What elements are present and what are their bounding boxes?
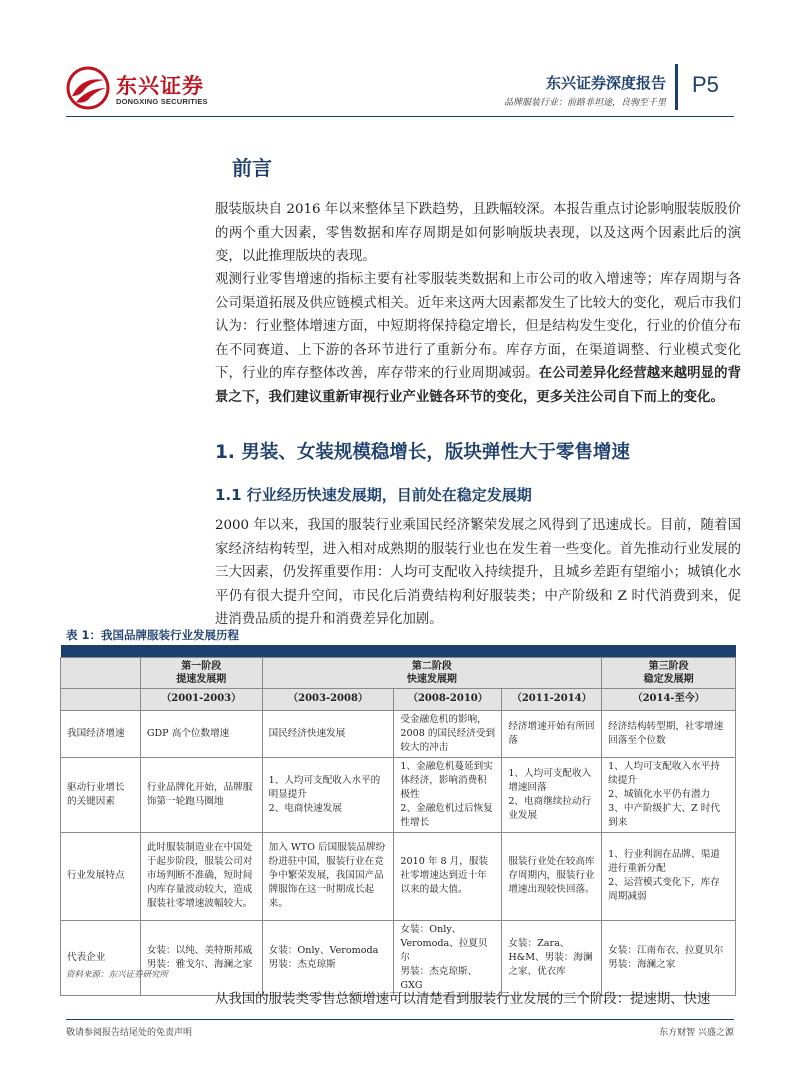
table-cell: 加入 WTO 后国服装品牌纷纷进驻中国，服装行业在竞争中繁荣发展，我国国产品牌服饰在这一时期成长起来。 [262, 832, 394, 920]
table-cell: 国民经济快速发展 [262, 710, 394, 757]
table-source: 资料来源：东兴证券研究所 [66, 970, 169, 980]
row-label: 我国经济增速 [61, 710, 141, 757]
table-cell: 女装：Only、Veromoda、拉夏贝尔 男装：杰克琼斯、GXG [394, 920, 502, 995]
preface-heading: 前言 [232, 156, 272, 180]
table-row [61, 757, 736, 832]
table-cell: 行业品牌化开始，品牌服饰第一轮跑马圈地 [140, 757, 262, 832]
table-cell: 1、人均可支配收入增速回落 2、电商继续拉动行业发展 [502, 757, 602, 832]
footer-rule [66, 1019, 734, 1020]
table-cell: 经济结构转型期，社零增速回落至个位数 [602, 710, 736, 757]
stage-2-header: 第二阶段 快速发展期 [262, 657, 602, 688]
table-band [61, 645, 736, 657]
row-label: 驱动行业增长的关键因素 [61, 757, 141, 832]
table-row [61, 710, 736, 757]
table-cell: 女装：Only、Veromoda 男装：杰克琼斯 [262, 920, 394, 995]
preface-paragraph-1: 服装版块自 2016 年以来整体呈下跌趋势，且跌幅较深。本报告重点讨论影响服装版股价的两个重大因素，零售数据和库存周期是如何影响版块表现，以及这两个因素此后的演变，以此推理版块的表现。 [215, 202, 741, 265]
section-1-1-heading: 1.1 行业经历快速发展期，目前处在稳定发展期 [215, 486, 532, 504]
years-cell: （2001-2003） [140, 688, 262, 710]
page-number: P5 [692, 72, 719, 97]
years-cell: （2011-2014） [502, 688, 602, 710]
table-cell: 1、人均可支配收入水平持续提升 2、城镇化水平仍有潜力 3、中产阶级扩大、Z 时代到来 [602, 757, 736, 832]
logo-english-text: DONGXING SECURITIES [116, 97, 208, 106]
table-cell: 1、人均可支配收入水平的明显提升 2、电商快速发展 [262, 757, 394, 832]
header-rule [66, 116, 734, 117]
logo-mark-icon [66, 66, 110, 110]
table-stage-row [61, 657, 736, 688]
section-1-1-paragraph: 2000 年以来，我国的服装行业乘国民经济繁荣发展之风得到了迅速成长。目前，随着国家经济结构转型，进入相对成熟期的服装行业也在发生着一些变化。首先推动行业发展的三大因素，仍发挥重要作用：人均可支配收入持续提升，且城乡差距有望缩小；城镇化水平仍有很大提升空间，市民化后消费结构利好服装类；中产阶级和 Z 时代消费到来，促进消费品质的提升和消费差异化加剧。 [215, 518, 741, 628]
table-cell: 女装：江南布衣、拉夏贝尔 男装：海澜之家 [602, 920, 736, 995]
table-cell: 此时服装制造业在中国处于起步阶段，服装公司对市场判断不准确，短时间内库存量波动较大，造成服装社零增速波幅较大。 [140, 832, 262, 920]
table-cell: 受金融危机的影响，2008 的国民经济受到较大的冲击 [394, 710, 502, 757]
row-label: 代表企业 [61, 920, 141, 995]
preface-paragraph-2-emphasis: 在公司差异化经营越来越明显的背景之下，我们建议重新审视行业产业链各环节的变化，更多关注公司自下而上的变化。 [215, 365, 742, 405]
footer-disclaimer: 敬请参阅报告结尾处的免责声明 [66, 1028, 193, 1038]
report-title: 东兴证券深度报告 [545, 74, 666, 92]
table-cell: 服装行业处在较高库存周期内，服装行业增速出现较快回落。 [502, 832, 602, 920]
footer-slogan: 东方财智 兴盛之源 [659, 1028, 734, 1038]
table-cell: 2010 年 8 月，服装社零增速达到近十年以来的最大值。 [394, 832, 502, 920]
after-table-paragraph: 从我国的服装类零售总额增速可以清楚看到服装行业发展的三个阶段：提速期、快速 [215, 992, 711, 1007]
table-cell: 经济增速开始有所回落 [502, 710, 602, 757]
preface-paragraph-2 [215, 268, 741, 410]
years-cell: （2014-至今） [602, 688, 736, 710]
table-corner-cell [61, 657, 141, 688]
industry-history-table [60, 645, 736, 996]
preface-paragraph-2-text: 观测行业零售增速的指标主要有社零服装类数据和上市公司的收入增速等；库存周期与各公司渠道拓展及供应链模式相关。近年来这两大因素都发生了比较大的变化，观后市我们认为：行业整体增速方面，中短期将保持稳定增长，但是结构发生变化，行业的价值分布在不同赛道、上下游的各环节进行了重新分布。库存方面，在渠道调整、行业模式变化下，行业的库存整体改善，库存带来的行业周期减弱。 [215, 272, 741, 382]
section-1-heading: 1. 男装、女装规模稳增长，版块弹性大于零售增速 [215, 442, 630, 463]
stage-1-header: 第一阶段 提速发展期 [140, 657, 262, 688]
table-cell: GDP 高个位数增速 [140, 710, 262, 757]
header-divider [675, 64, 678, 110]
table-row [61, 920, 736, 995]
report-subtitle: 品牌服装行业：前路非坦途，良驹至千里 [503, 98, 666, 108]
table-caption: 表 1：我国品牌服装行业发展历程 [66, 628, 240, 642]
table-cell: 女装：以纯、美特斯邦威 男装：雅戈尔、海澜之家 [140, 920, 262, 995]
years-cell: （2008-2010） [394, 688, 502, 710]
row-label: 行业发展特点 [61, 832, 141, 920]
table-row [61, 832, 736, 920]
stage-3-header: 第三阶段 稳定发展期 [602, 657, 736, 688]
table-cell: 1、行业利润在品牌、渠道进行重新分配 2、运营模式变化下，库存周期减弱 [602, 832, 736, 920]
table-cell: 女装：Zara、H&M、男装：海澜之家、优衣库 [502, 920, 602, 995]
table-years-row [61, 688, 736, 710]
table-cell: 1、金融危机蔓延到实体经济，影响消费积极性 2、金融危机过后恢复性增长 [394, 757, 502, 832]
years-cell: （2003-2008） [262, 688, 394, 710]
logo-text: 东兴证券 [116, 74, 204, 98]
